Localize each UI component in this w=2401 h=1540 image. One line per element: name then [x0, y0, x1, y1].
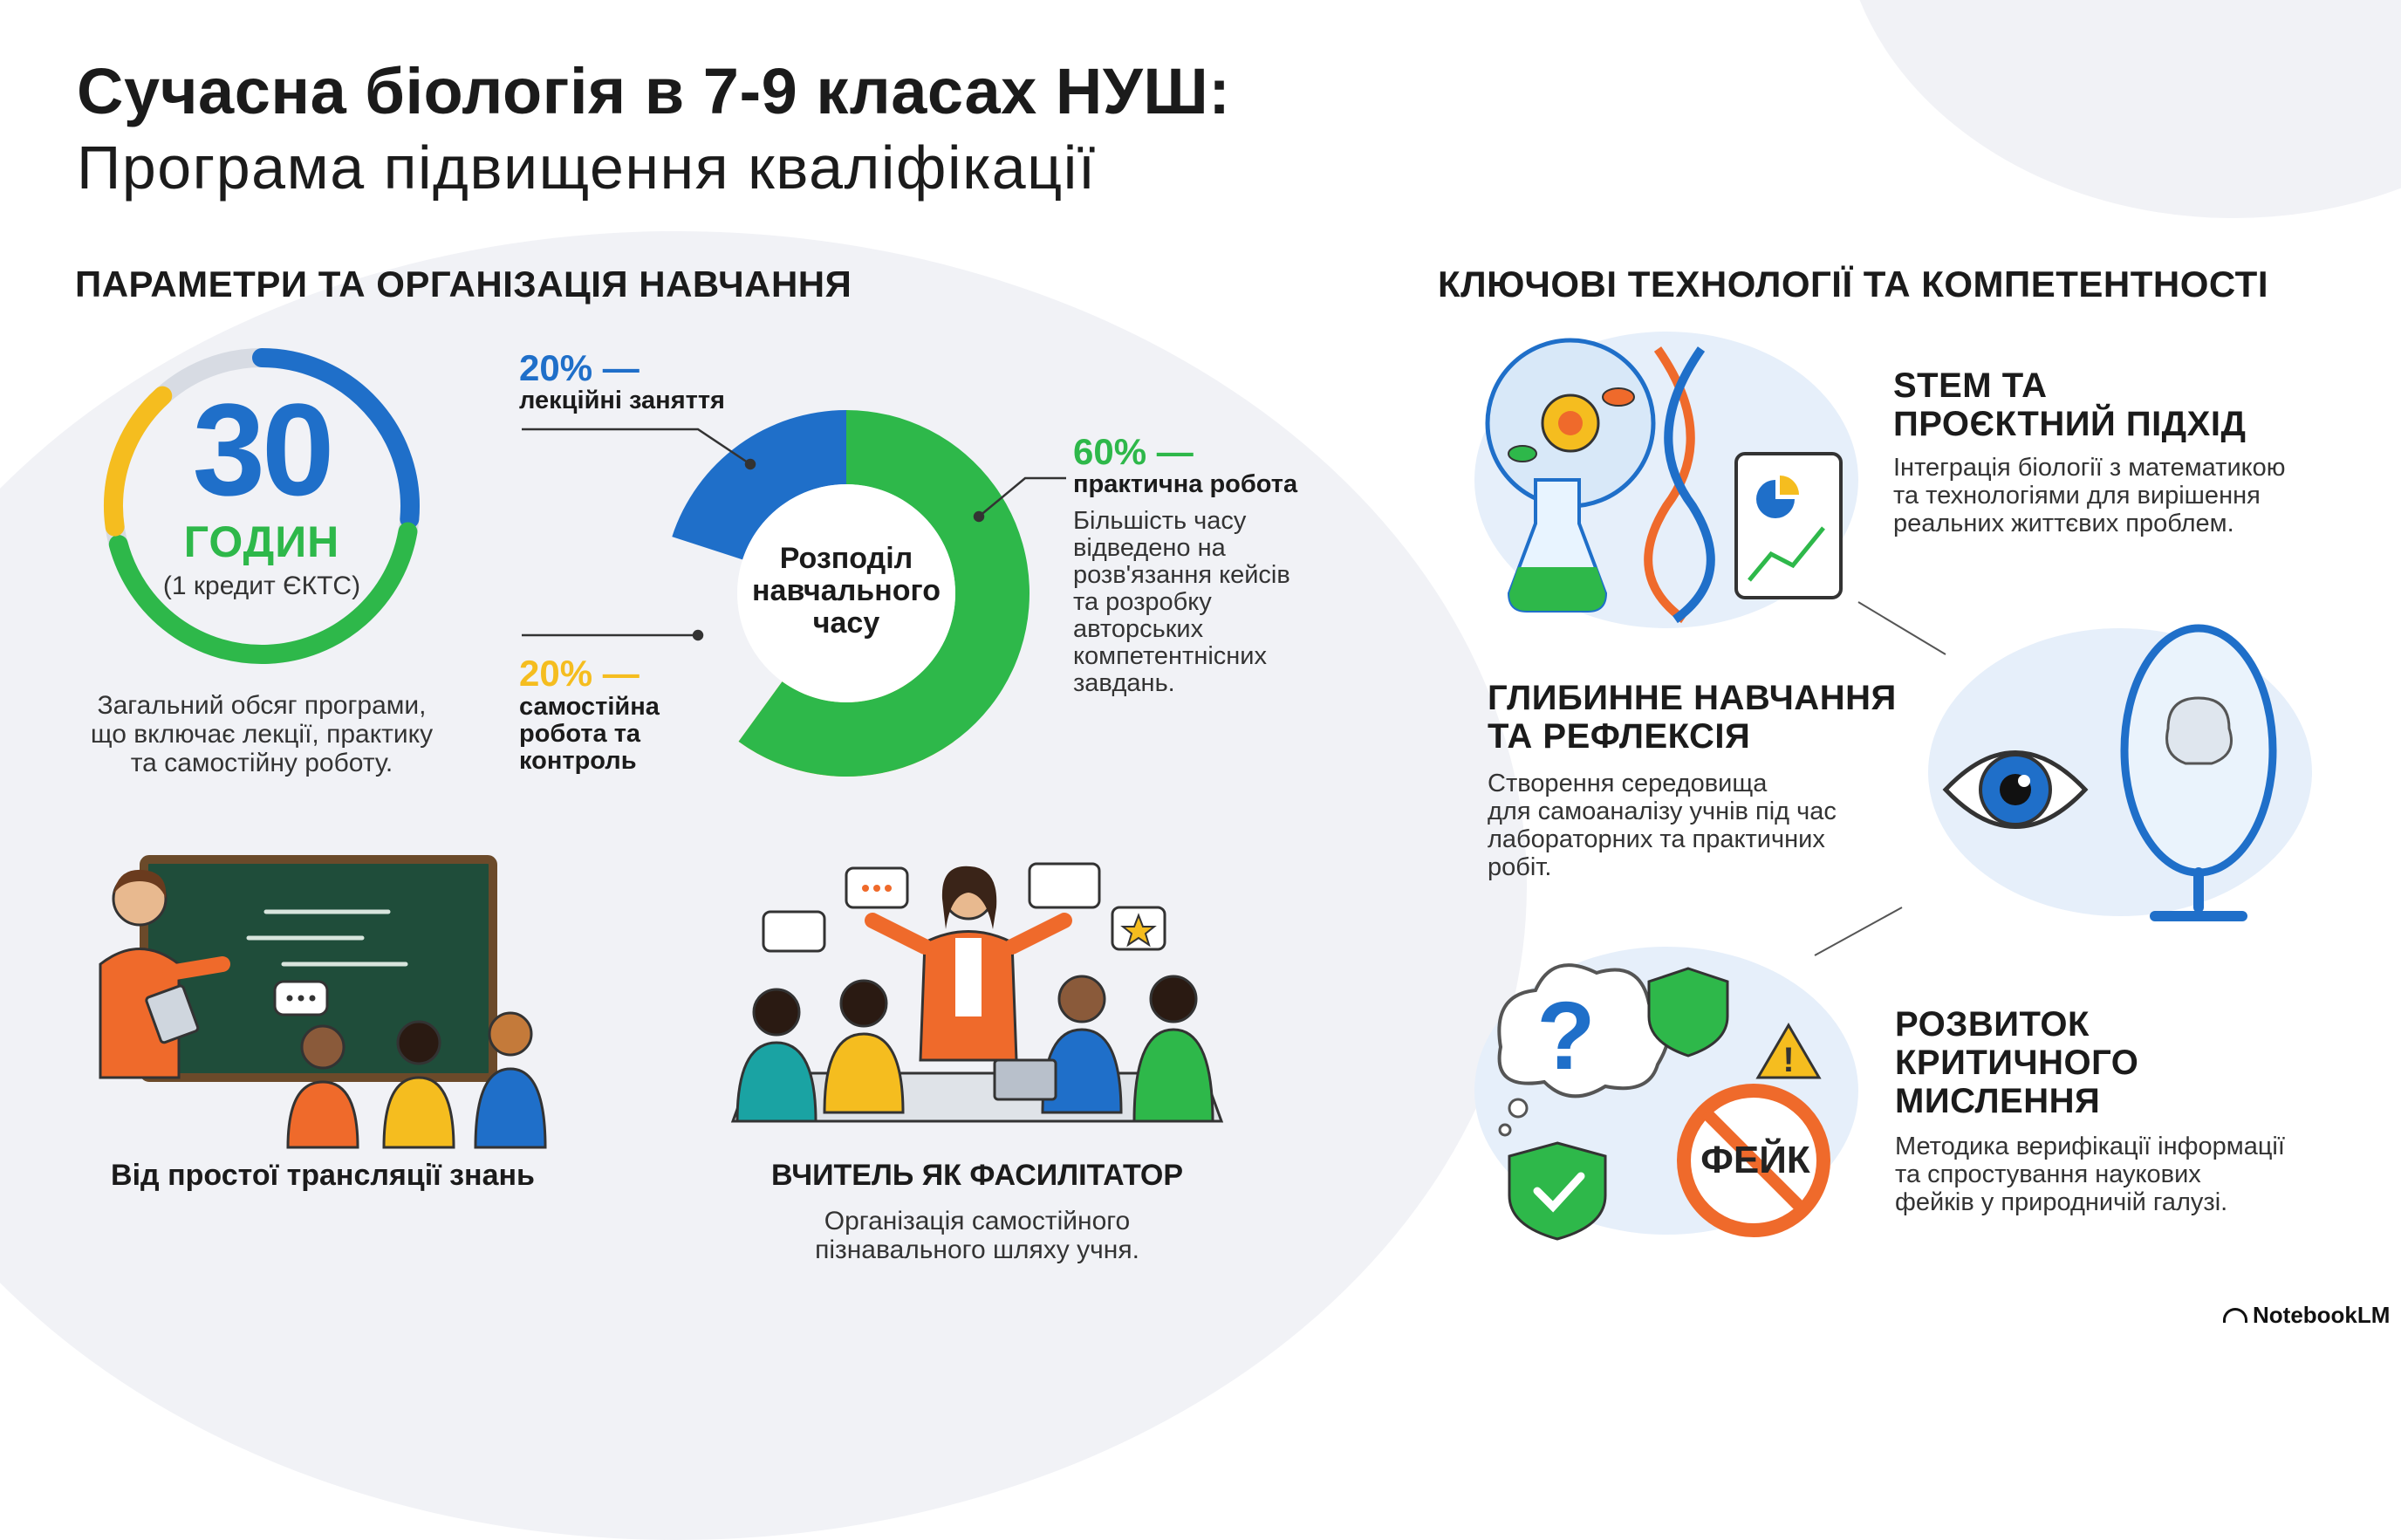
svg-text:!: !: [1782, 1041, 1795, 1079]
hours-unit: ГОДИН: [183, 517, 340, 566]
brain-icon: [2167, 698, 2232, 763]
practice-label: практична робота: [1073, 470, 1298, 498]
donut-center-label: Розподіл навчального часу: [752, 542, 941, 640]
page-title: Сучасна біологія в 7-9 класах НУШ:: [77, 55, 1231, 127]
fake-stamp-label: ФЕЙК: [1700, 1139, 1810, 1181]
right-section-heading: КЛЮЧОВІ ТЕХНОЛОГІЇ ТА КОМПЕТЕНТНОСТІ: [1438, 264, 2268, 305]
card-critical-title: РОЗВИТОК КРИТИЧНОГО МИСЛЕННЯ: [1895, 1005, 2139, 1120]
card-stem-title: STEM ТА ПРОЄКТНИЙ ПІДХІД: [1893, 366, 2247, 443]
shield-icon: [1649, 968, 1727, 1056]
notebooklm-logo: NotebookLM: [2223, 1302, 2390, 1329]
lecture-label: лекційні заняття: [519, 387, 725, 414]
hours-number: 30: [192, 376, 332, 523]
page-subtitle: Програма підвищення кваліфікації: [77, 133, 1097, 202]
svg-text:?: ?: [1536, 982, 1596, 1090]
facilitator-caption: Організація самостійного пізнавального шляху учня.: [815, 1207, 1139, 1264]
practice-percent: 60% —: [1073, 431, 1194, 472]
card-critical-text: Методика верифікації інформації та спростування наукових фейків у природничій галузі.: [1895, 1133, 2285, 1216]
card-reflection-title: ГЛИБИННЕ НАВЧАННЯ ТА РЕФЛЕКСІЯ: [1488, 679, 1897, 756]
practice-description: Більшість часу відведено на розв'язання кейсів та розробку авторських компетентнісних завдань.: [1073, 507, 1290, 697]
facilitator-title: ВЧИТЕЛЬ ЯК ФАСИЛІТАТОР: [770, 1159, 1184, 1192]
independent-label: самостійна робота та контроль: [519, 693, 660, 775]
stem-illustration: [1474, 332, 1858, 628]
independent-percent: 20% —: [519, 653, 640, 694]
lecture-percent: 20% —: [519, 347, 640, 388]
hours-credit: (1 кредит ЄКТС): [162, 572, 361, 600]
critical-thinking-illustration: [1474, 942, 1858, 1239]
reflection-illustration: [1919, 611, 2312, 934]
check-shield-icon: [1509, 1143, 1605, 1239]
lecture-illustration-caption: Від простої трансляції знань: [111, 1159, 535, 1192]
hours-description: Загальний обсяг програми, що включає лекції, практику та самостійну роботу.: [90, 691, 434, 777]
card-reflection-text: Створення середовища для самоаналізу учнів під час лабораторних та практичних робіт.: [1488, 770, 1837, 881]
left-section-heading: ПАРАМЕТРИ ТА ОРГАНІЗАЦІЯ НАВЧАННЯ: [75, 264, 852, 305]
card-stem-text: Інтеграція біології з математикою та технологіями для вирішення реальних життєвих проблем.: [1893, 454, 2286, 537]
notebooklm-logo-icon: [2223, 1308, 2247, 1323]
